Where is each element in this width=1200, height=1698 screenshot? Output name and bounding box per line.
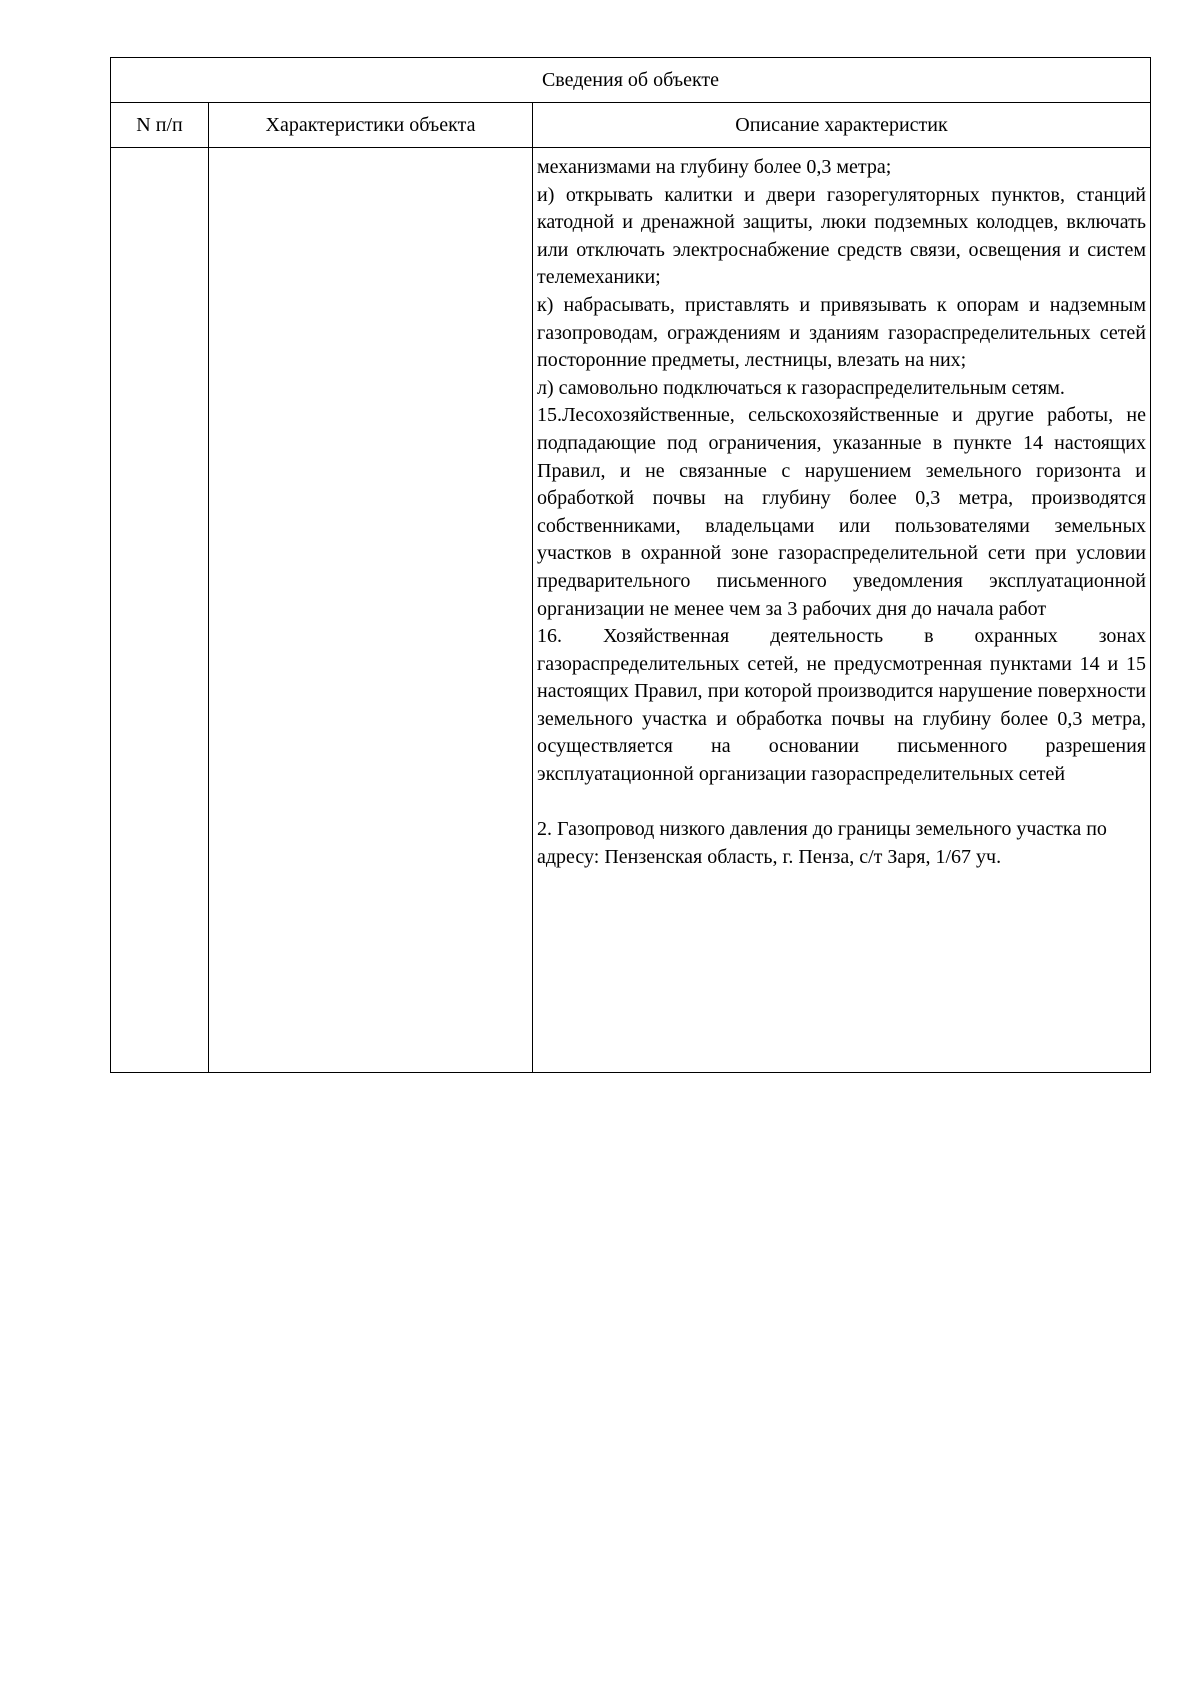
paragraph-item-l: л) самовольно подключаться к газораспределительным сетям.: [537, 376, 1065, 399]
header-description: Описание характеристик: [533, 103, 1151, 148]
header-characteristics: Характеристики объекта: [209, 103, 533, 148]
paragraph-rule-15: 15.Лесохозяйственные, сельскохозяйственные и другие работы, не подпадающие под ограничения, указанные в пункте 14 настоящих Правил, и не связанные с нарушением земельного горизонта и обработкой почвы на глубину более 0,3 метра, производятся собственниками, владельцами или пользователями земельных участков в охранной зоне газораспределительной сети при условии предварительного письменного уведомления эксплуатационной организации не менее чем за 3 рабочих дня до начала работ: [537, 404, 1147, 620]
gas-pipeline-address: 2. Газопровод низкого давления до границы земельного участка по адресу: Пензенская область, г. Пенза, с/т Заря, 1/67 уч.: [537, 818, 1107, 868]
description-text: [533, 148, 1150, 873]
description-cell: [533, 148, 1151, 1073]
characteristics-cell: [209, 148, 533, 1073]
header-num: N п/п: [111, 103, 209, 148]
header-row: [111, 103, 1151, 148]
num-cell: [111, 148, 209, 1073]
table-caption: Сведения об объекте: [111, 58, 1151, 103]
caption-row: [111, 58, 1151, 103]
paragraph-item-k: к) набрасывать, приставлять и привязывать к опорам и надземным газопроводам, ограждениям и зданиям газораспределительных сетей посторонние предметы, лестницы, влезать на них;: [537, 293, 1147, 372]
table-row: [111, 148, 1151, 1073]
paragraph-rule-16: 16. Хозяйственная деятельность в охранных зонах газораспределительных сетей, не предусмотренная пунктами 14 и 15 настоящих Правил, при которой производится нарушение поверхности земельного участка и обработка почвы на глубину более 0,3 метра, осуществляется на основании письменного разрешения эксплуатационной организации газораспределительных сетей: [537, 625, 1147, 786]
paragraph-item-i: и) открывать калитки и двери газорегуляторных пунктов, станций катодной и дренажной защиты, люки подземных колодцев, включать или отключать электроснабжение средств связи, освещения и систем телемеханики;: [537, 183, 1147, 289]
paragraph-continuation: механизмами на глубину более 0,3 метра;: [537, 156, 892, 178]
object-info-table: [110, 57, 1151, 1073]
